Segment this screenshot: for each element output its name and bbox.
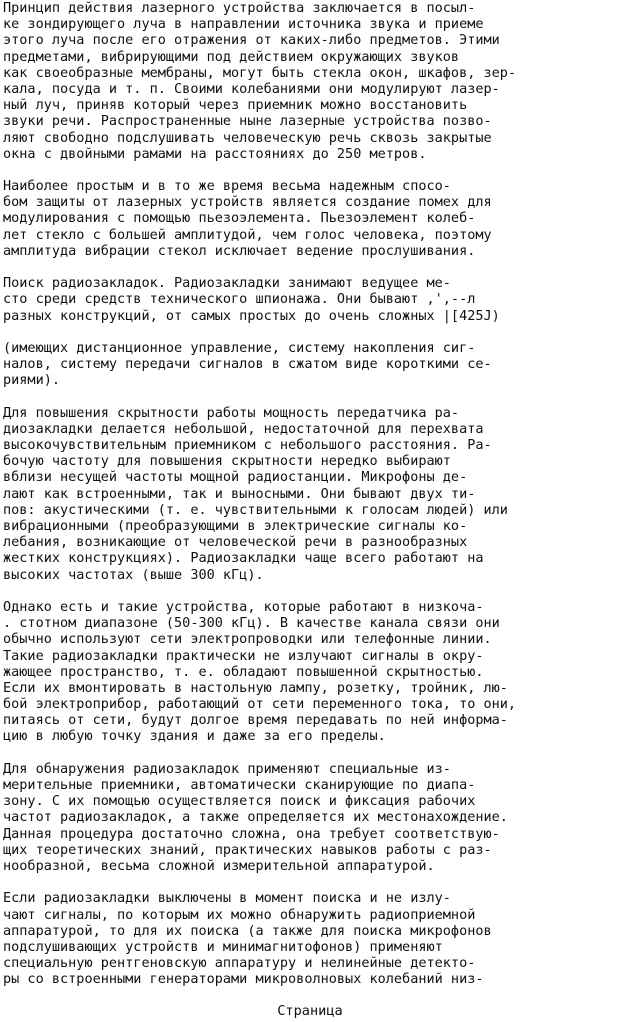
text-line: амплитуда вибрации стекол исключает ведение прослушивания. (3, 242, 476, 259)
text-line: ры со встроенными генераторами микроволновых колебаний низ- (3, 971, 484, 988)
text-line: мерительные приемники, автоматически сканирующие по диапа- (3, 777, 476, 793)
paragraph-gap (3, 874, 620, 890)
paragraph (3, 599, 620, 745)
text-line: подслушивающих устройств и минимагнитофонов) применяют (3, 938, 443, 955)
text-line: кала, посуда и т. п. Своими колебаниями они модулируют лазер- (3, 80, 500, 97)
paragraph (3, 890, 620, 987)
text-line: зону. С их помощью осуществляется поиск и фиксация рабочих (3, 793, 476, 810)
text-line: лебания, возникающие от человеческой речи в разнообразных (3, 534, 468, 551)
text-line: как своеобразные мембраны, могут быть стекла окон, шкафов, зер- (3, 64, 517, 81)
text-line: Наиболее простым и в то же время весьма надежным спосо- (3, 178, 451, 195)
text-line: Если радиозакладки выключены в момент поиска и не излу- (3, 890, 451, 907)
text-line: высокочувствительным приемником с небольшого расстояния. Ра- (3, 437, 492, 454)
paragraph (3, 340, 620, 389)
text-line: (имеющих дистанционное управление, систему накопления сиг- (3, 339, 476, 356)
paragraph (3, 275, 620, 324)
page-footer: Страница (277, 1003, 343, 1019)
text-line: бочую частоту для повышения скрытности нередко выбирают (3, 453, 451, 470)
text-line: модулирования с помощью пьезоэлемента. Пьезоэлемент колеб- (3, 210, 476, 227)
text-line: лают как встроенными, так и выносными. Они бывают двух ти- (3, 485, 476, 502)
text-line: аппаратурой, то для их поиска (а также для поиска микрофонов (3, 922, 492, 939)
text-line: вибрационными (преобразующими в электрические сигналы ко- (3, 518, 468, 534)
paragraph (3, 405, 620, 583)
text-line: . стотном диапазоне (50-300 кГц). В качестве канала связи они (3, 615, 500, 632)
paragraph (3, 178, 620, 259)
text-line: этого луча после его отражения от каких-либо предметов. Этими (3, 32, 500, 49)
text-line: частот радиозакладок, а также определяется их местонахождение. (3, 809, 508, 826)
text-line: ный луч, приняв который через приемник можно восстановить (3, 97, 468, 114)
paragraph-gap (3, 389, 620, 405)
text-line: Такие радиозакладки практически не излучают сигналы в окру- (3, 647, 484, 664)
text-line: Для повышения скрытности работы мощность передатчика ра- (3, 404, 460, 421)
paragraph (3, 761, 620, 874)
paragraph-gap (3, 583, 620, 599)
paragraph-gap (3, 162, 620, 178)
document-body (3, 0, 620, 987)
text-line: Для обнаружения радиозакладок применяют специальные из- (3, 760, 451, 777)
text-line: специальную рентгеновскую аппаратуру и нелинейные детекто- (3, 955, 476, 972)
text-line: звуки речи. Распространенные ныне лазерные устройства позво- (3, 113, 492, 130)
text-line: бом защиты от лазерных устройств является создание помех для (3, 194, 492, 211)
paragraph-gap (3, 259, 620, 275)
text-line: диозакладки делается небольшой, недостаточной для перехвата (3, 420, 484, 437)
text-line: высоких частотах (выше 300 кГц). (3, 566, 264, 583)
text-line: ке зондирующего луча в направлении источника звука и приеме (3, 16, 484, 33)
text-line: Принцип действия лазерного устройства заключается в посыл- (3, 0, 476, 16)
text-line: окна с двойными рамами на расстояниях до 250 метров. (3, 145, 427, 162)
paragraph (3, 0, 620, 162)
paragraph-gap (3, 745, 620, 761)
text-line: сто среди средств технического шпионажа. Они бывают ,',--л (3, 291, 476, 308)
text-line: обычно используют сети электропроводки или телефонные линии. (3, 631, 492, 648)
text-line: разных конструкций, от самых простых до очень сложных |[425Ј) (3, 307, 500, 324)
text-line: жестких конструкциях). Радиозакладки чаще всего работают на (3, 550, 484, 567)
text-line: Данная процедура достаточно сложна, она требует соответствую- (3, 825, 500, 842)
text-line: ляют свободно подслушивать человеческую речь сквозь закрытые (3, 129, 492, 146)
text-line: пов: акустическими (т. е. чувствительными к голосам людей) или (3, 501, 508, 518)
paragraph-gap (3, 324, 620, 340)
text-line: бой электроприбор, работающий от сети переменного тока, то они, (3, 696, 517, 713)
text-line: нообразной, весьма сложной измерительной аппаратурой. (3, 857, 435, 874)
text-line: вблизи несущей частоты мощной радиостанции. Микрофоны де- (3, 469, 468, 486)
text-line: Если их вмонтировать в настольную лампу, розетку, тройник, лю- (3, 679, 508, 696)
text-line: риями). (3, 372, 61, 389)
text-line: Поиск радиозакладок. Радиозакладки занимают ведущее ме- (3, 275, 451, 292)
text-line: питаясь от сети, будут долгое время передавать по ней информа- (3, 712, 508, 729)
text-line: лет стекло с большей амплитудой, чем голос человека, поэтому (3, 226, 492, 243)
text-line: предметами, вибрирующими под действием окружающих звуков (3, 48, 460, 65)
text-line: чают сигналы, по которым их можно обнаружить радиоприемной (3, 906, 476, 923)
text-line: Однако есть и такие устройства, которые работают в низкоча- (3, 598, 484, 615)
text-line: жающее пространство, т. е. обладают повышенной скрытностью. (3, 663, 484, 680)
text-line: налов, систему передачи сигналов в сжатом виде короткими се- (3, 356, 492, 373)
text-line: щих теоретических знаний, практических навыков работы с раз- (3, 841, 492, 858)
text-line: цию в любую точку здания и даже за его пределы. (3, 728, 386, 745)
